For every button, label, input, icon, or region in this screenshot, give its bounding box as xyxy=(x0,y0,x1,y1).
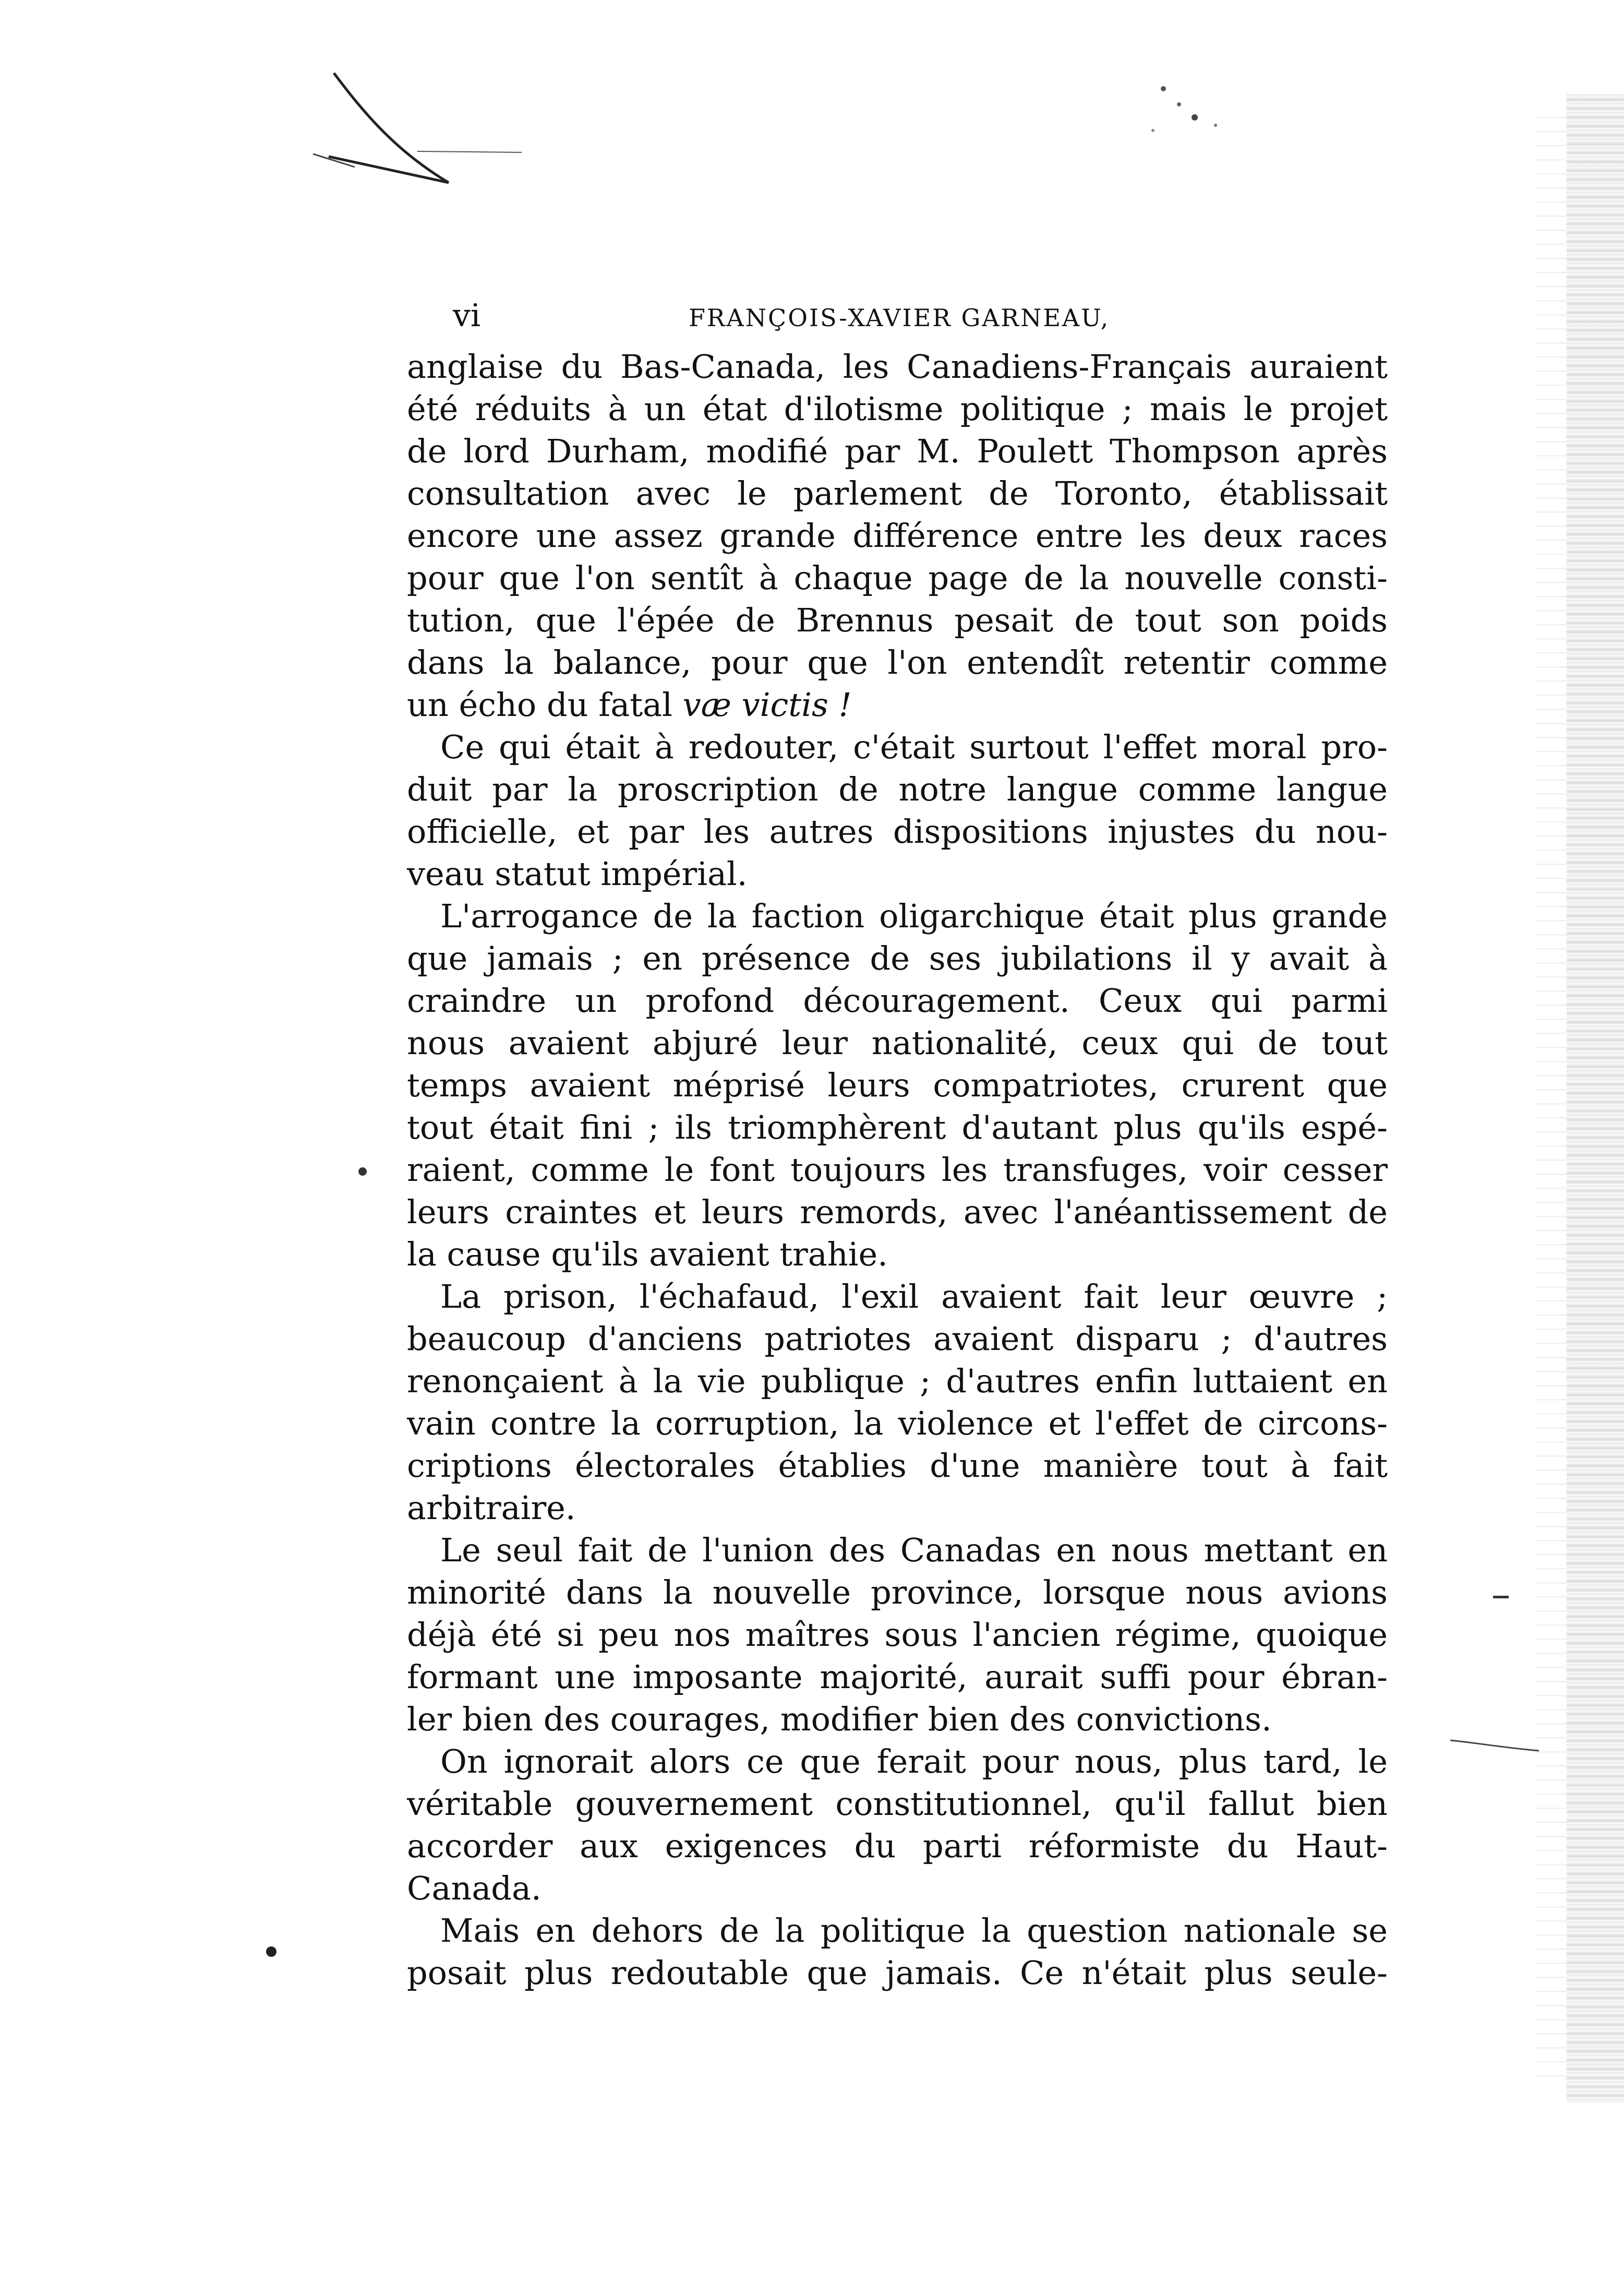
text-line: déjà été si peu nos maîtres sous l'ancien régime, quoique xyxy=(407,1616,1388,1654)
text-line: nous avaient abjuré leur nationalité, ceux qui de tout xyxy=(407,1024,1388,1062)
scan-speck xyxy=(1450,1738,1539,1753)
text-line: accorder aux exigences du parti réformiste du Haut- xyxy=(407,1827,1388,1865)
text-line: Le seul fait de l'union des Canadas en nous mettant en xyxy=(440,1531,1388,1569)
text-line: craindre un profond découragement. Ceux qui parmi xyxy=(407,982,1388,1020)
text-line: duit par la proscription de notre langue comme langue xyxy=(407,770,1388,808)
text-line: L'arrogance de la faction oligarchique était plus grande xyxy=(440,897,1388,935)
paragraph xyxy=(407,1275,1388,1529)
text-line: temps avaient méprisé leurs compatriotes, crurent que xyxy=(407,1066,1388,1104)
text-line: On ignorait alors ce que ferait pour nous, plus tard, le xyxy=(440,1742,1388,1780)
text-line: formant une imposante majorité, aurait suffi pour ébran- xyxy=(407,1658,1388,1696)
pencil-mark xyxy=(0,0,522,209)
text-line: posait plus redoutable que jamais. Ce n'était plus seule- xyxy=(407,1954,1388,1992)
scan-speck xyxy=(1492,1592,1513,1602)
text-line: veau statut impérial. xyxy=(407,855,748,893)
text-line: criptions électorales établies d'une manière tout à fait xyxy=(407,1447,1388,1485)
text-line: minorité dans la nouvelle province, lorsque nous avions xyxy=(407,1573,1388,1611)
text-line: beaucoup d'anciens patriotes avaient disparu ; d'autres xyxy=(407,1320,1388,1358)
text-line: la cause qu'ils avaient trahie. xyxy=(407,1235,888,1273)
page-edge-shadow xyxy=(1567,94,1624,2103)
text-line xyxy=(407,684,1388,726)
page-body xyxy=(407,292,1388,1994)
text-line: consultation avec le parlement de Toronto, établissait xyxy=(407,474,1388,512)
text-line: encore une assez grande différence entre les deux races xyxy=(407,517,1388,555)
text-line: tout était fini ; ils triomphèrent d'autant plus qu'ils espé- xyxy=(407,1108,1388,1146)
paragraph xyxy=(407,1740,1388,1909)
paragraph xyxy=(407,895,1388,1275)
text-line: anglaise du Bas-Canada, les Canadiens-Français auraient xyxy=(407,348,1388,386)
text-line: ler bien des courages, modifier bien des convictions. xyxy=(407,1700,1272,1738)
text-line: tution, que l'épée de Brennus pesait de tout son poids xyxy=(407,601,1388,639)
page-edge-specks xyxy=(1535,104,1567,2087)
text-line: leurs craintes et leurs remords, avec l'anéantissement de xyxy=(407,1193,1388,1231)
text-line: arbitraire. xyxy=(407,1489,576,1527)
running-title: FRANÇOIS-XAVIER GARNEAU, xyxy=(689,304,1110,332)
text-line: officielle, et par les autres dispositions injustes du nou- xyxy=(407,812,1388,851)
text-line: été réduits à un état d'ilotisme politique ; mais le projet xyxy=(407,390,1388,428)
latin-phrase: væ victis ! xyxy=(682,686,852,724)
paragraph xyxy=(407,1909,1388,1994)
scan-speck xyxy=(355,1164,370,1179)
page-number: vi xyxy=(453,297,481,334)
text-line: véritable gouvernement constitutionnel, qu'il fallut bien xyxy=(407,1785,1388,1823)
paragraph xyxy=(407,726,1388,895)
paragraph xyxy=(407,1529,1388,1740)
text-line: La prison, l'échafaud, l'exil avaient fait leur œuvre ; xyxy=(440,1277,1388,1316)
text-line: Ce qui était à redouter, c'était surtout l'effet moral pro- xyxy=(440,728,1388,766)
scan-speck xyxy=(1122,68,1268,151)
scan-speck xyxy=(261,1941,282,1962)
text-line: vain contre la corruption, la violence et l'effet de circons- xyxy=(407,1404,1388,1442)
text-fragment: un écho du fatal xyxy=(407,686,683,724)
text-line: dans la balance, pour que l'on entendît retentir comme xyxy=(407,643,1388,682)
text-line: renonçaient à la vie publique ; d'autres enfin luttaient en xyxy=(407,1362,1388,1400)
text-line: de lord Durham, modifié par M. Poulett Thompson après xyxy=(407,432,1388,470)
text-line: que jamais ; en présence de ses jubilations il y avait à xyxy=(407,939,1388,977)
text-line: raient, comme le font toujours les transfuges, voir cesser xyxy=(407,1151,1388,1189)
paragraph xyxy=(407,345,1388,726)
running-head xyxy=(407,292,1388,339)
text-line: Mais en dehors de la politique la question nationale se xyxy=(440,1911,1388,1950)
text-line: pour que l'on sentît à chaque page de la nouvelle consti- xyxy=(407,559,1388,597)
text-line: Canada. xyxy=(407,1869,542,1907)
